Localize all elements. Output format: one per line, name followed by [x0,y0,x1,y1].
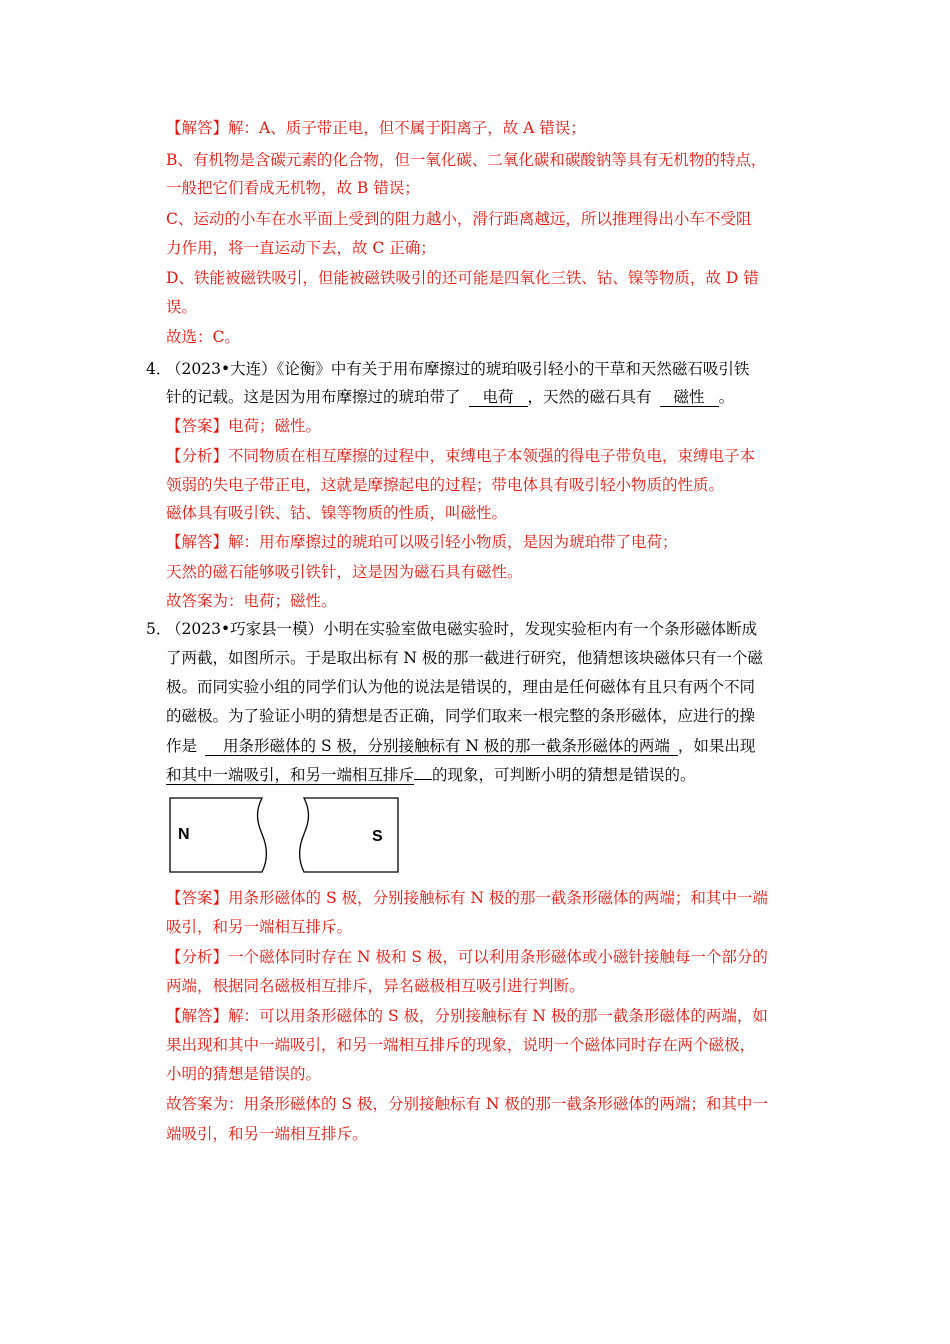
label-s-pole: S [372,828,383,845]
q5-solve-2: 果出现和其中一端吸引，和另一端相互排斥的现象，说明一个磁体同时存在两个磁极， [166,1036,756,1054]
q4-line-1: （2023•大连）《论衡》中有关于用布摩擦过的琥珀吸引轻小的干草和天然磁石吸引铁 [166,360,750,378]
q4-number: 4． [146,360,172,378]
q3-line-c2: 力作用，将一直运动下去，故 C 正确； [166,239,436,257]
q5-blank-2: 和其中一端吸引，和另一端相互排斥 [166,766,415,784]
q4-analysis-2: 领弱的失电子带正电，这就是摩擦起电的过程；带电体具有吸引轻小物质的性质。 [166,476,725,494]
q5-conclusion-1: 故答案为：用条形磁体的 S 极，分别接触标有 N 极的那一截条形磁体的两端；和其中一 [166,1095,768,1113]
q5-conclusion-2: 端吸引，和另一端相互排斥。 [166,1125,368,1143]
q3-line-d1: D、铁能被磁铁吸引，但能被磁铁吸引的还可能是四氧化三铁、钴、镍等物质，故 D 错 [166,269,759,287]
q5-line-3: 极。而同实验小组的同学们认为他的说法是错误的，理由是任何磁体有且只有两个不同 [166,678,756,696]
q5-answer-2: 吸引，和另一端相互排斥。 [166,918,353,936]
q4-solve-2: 天然的磁石能够吸引铁针，这是因为磁石具有磁性。 [166,563,523,581]
q5-blank-1: 用条形磁体的 S 极，分别接触标有 N 极的那一截条形磁体的两端 [205,737,678,756]
q5-line-4: 的磁极。为了验证小明的猜想是否正确，同学们取来一根完整的条形磁体，应进行的操 [166,707,756,725]
broken-magnet-figure [168,796,400,874]
q5-line-2: 了两截，如图所示。于是取出标有 N 极的那一截进行研究，他猜想该块磁体只有一个磁 [166,649,763,667]
q3-line-b1: B、有机物是含碳元素的化合物，但一氧化碳、二氧化碳和碳酸钠等具有无机物的特点， [166,151,767,169]
q4-line-2: 针的记载。这是因为用布摩擦过的琥珀带了 电荷 ，天然的磁石具有 磁性 。 [166,388,735,406]
q5-solve-1: 【解答】解：可以用条形磁体的 S 极，分别接触标有 N 极的那一截条形磁体的两端，如 [166,1007,768,1025]
q4-answer: 【答案】电荷；磁性。 [166,417,322,435]
q4-conclusion: 故答案为：电荷；磁性。 [166,592,337,610]
q3-line-c1: C、运动的小车在水平面上受到的阻力越小，滑行距离越远，所以推理得出小车不受阻 [166,210,752,228]
label-n-pole: N [178,826,190,843]
q5-answer-1: 【答案】用条形磁体的 S 极，分别接触标有 N 极的那一截条形磁体的两端；和其中一端 [166,889,768,907]
magnet-right-piece [300,798,399,872]
q4-solve-1: 【解答】解：用布摩擦过的琥珀可以吸引轻小物质，是因为琥珀带了电荷； [166,533,678,551]
q3-line-d2: 误。 [166,298,198,316]
q3-conclusion: 故选：C。 [166,328,240,346]
q5-line-6: 和其中一端吸引，和另一端相互排斥 的现象，可判断小明的猜想是错误的。 [166,766,696,784]
q4-analysis-1: 【分析】不同物质在相互摩擦的过程中，束缚电子本领强的得电子带负电，束缚电子本 [166,447,756,465]
q5-solve-3: 小明的猜想是错误的。 [166,1065,322,1083]
q5-analysis-1: 【分析】一个磁体同时存在 N 极和 S 极，可以利用条形磁体或小磁针接触每一个部分的 [166,948,768,966]
q3-line-b2: 一般把它们看成无机物，故 B 错误； [166,179,420,197]
q4-blank-1: 电荷 [469,388,528,407]
q5-line-1: （2023•巧家县一模）小明在实验室做电磁实验时，发现实验柜内有一个条形磁体断成 [166,620,758,638]
q4-blank-2: 磁性 [660,388,719,407]
q4-analysis-3: 磁体具有吸引铁、钴、镍等物质的性质，叫磁性。 [166,504,508,522]
q5-line-5: 作是 用条形磁体的 S 极，分别接触标有 N 极的那一截条形磁体的两端 ，如果出现 [166,737,756,755]
q3-solve-line-1: 【解答】解：A、质子带正电，但不属于阳离子，故 A 错误； [166,119,586,137]
q5-number: 5． [146,620,172,638]
q5-analysis-2: 两端，根据同名磁极相互排斥，异名磁极相互吸引进行判断。 [166,977,585,995]
